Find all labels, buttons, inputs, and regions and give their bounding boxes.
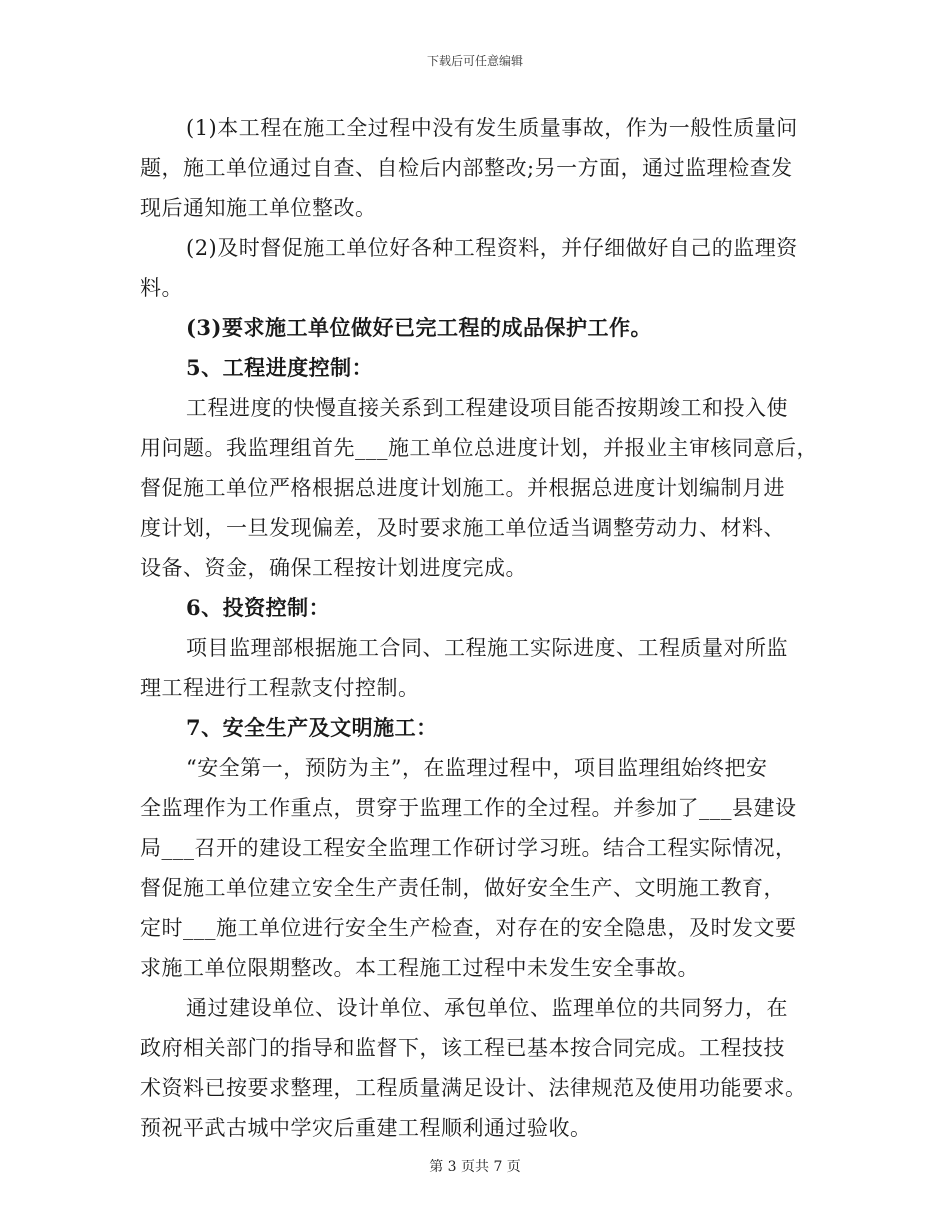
text-line: 度计划，一旦发现偏差，及时要求施工单位适当调整劳动力、材料、 xyxy=(140,516,785,540)
text-line: 求施工单位限期整改。本工程施工过程中未发生安全事故。 xyxy=(140,956,699,980)
page-header: 下载后可任意编辑 xyxy=(426,54,523,68)
text-line: 设备、资金，确保工程按计划进度完成。 xyxy=(140,556,527,580)
text-line: 现后通知施工单位整改。 xyxy=(140,196,377,220)
text-line: 通过建设单位、设计单位、承包单位、监理单位的共同努力，在 xyxy=(186,996,788,1020)
text-line: 题，施工单位通过自查、自检后内部整改;另一方面，通过监理检查发 xyxy=(140,156,793,180)
text-line: 术资料已按要求整理，工程质量满足设计、法律规范及使用功能要求。 xyxy=(140,1076,807,1100)
text-line: 工程进度的快慢直接关系到工程建设项目能否按期竣工和投入使 xyxy=(186,396,788,420)
text-line: 政府相关部门的指导和监督下，该工程已基本按合同完成。工程技技 xyxy=(140,1036,785,1060)
section-heading: 6、投资控制： xyxy=(186,595,331,620)
text-line: 定时___施工单位进行安全生产检查，对存在的安全隐患，及时发文要 xyxy=(140,916,797,940)
section-heading: 5、工程进度控制： xyxy=(186,355,374,380)
text-line: 局___召开的建设工程安全监理工作研讨学习班。结合工程实际情况， xyxy=(140,836,797,860)
text-line: 全监理作为工作重点，贯穿于监理工作的全过程。并参加了___县建设 xyxy=(140,796,797,820)
text-line: 督促施工单位建立安全生产责任制，做好安全生产、文明施工教育， xyxy=(140,876,785,900)
text-line: 料。 xyxy=(140,276,183,300)
page-footer: 第 3 页共 7 页 xyxy=(429,1159,521,1175)
text-line: (3)要求施工单位做好已完工程的成品保护工作。 xyxy=(186,315,652,340)
text-line: “安全第一，预防为主”，在监理过程中，项目监理组始终把安 xyxy=(186,756,768,780)
text-line: (2)及时督促施工单位好各种工程资料，并仔细做好自己的监理资 xyxy=(186,236,798,260)
text-line: 预祝平武古城中学灾后重建工程顺利通过验收。 xyxy=(140,1116,592,1140)
text-line: 督促施工单位严格根据总进度计划施工。并根据总进度计划编制月进 xyxy=(140,476,785,500)
text-line: 理工程进行工程款支付控制。 xyxy=(140,676,420,700)
text-line: (1)本工程在施工全过程中没有发生质量事故，作为一般性质量问 xyxy=(186,116,798,140)
document-body xyxy=(140,108,820,1148)
section-heading: 7、安全生产及文明施工： xyxy=(186,715,438,740)
text-line: 项目监理部根据施工合同、工程施工实际进度、工程质量对所监 xyxy=(186,636,788,660)
text-line: 用问题。我监理组首先___施工单位总进度计划，并报业主审核同意后， xyxy=(140,436,818,460)
